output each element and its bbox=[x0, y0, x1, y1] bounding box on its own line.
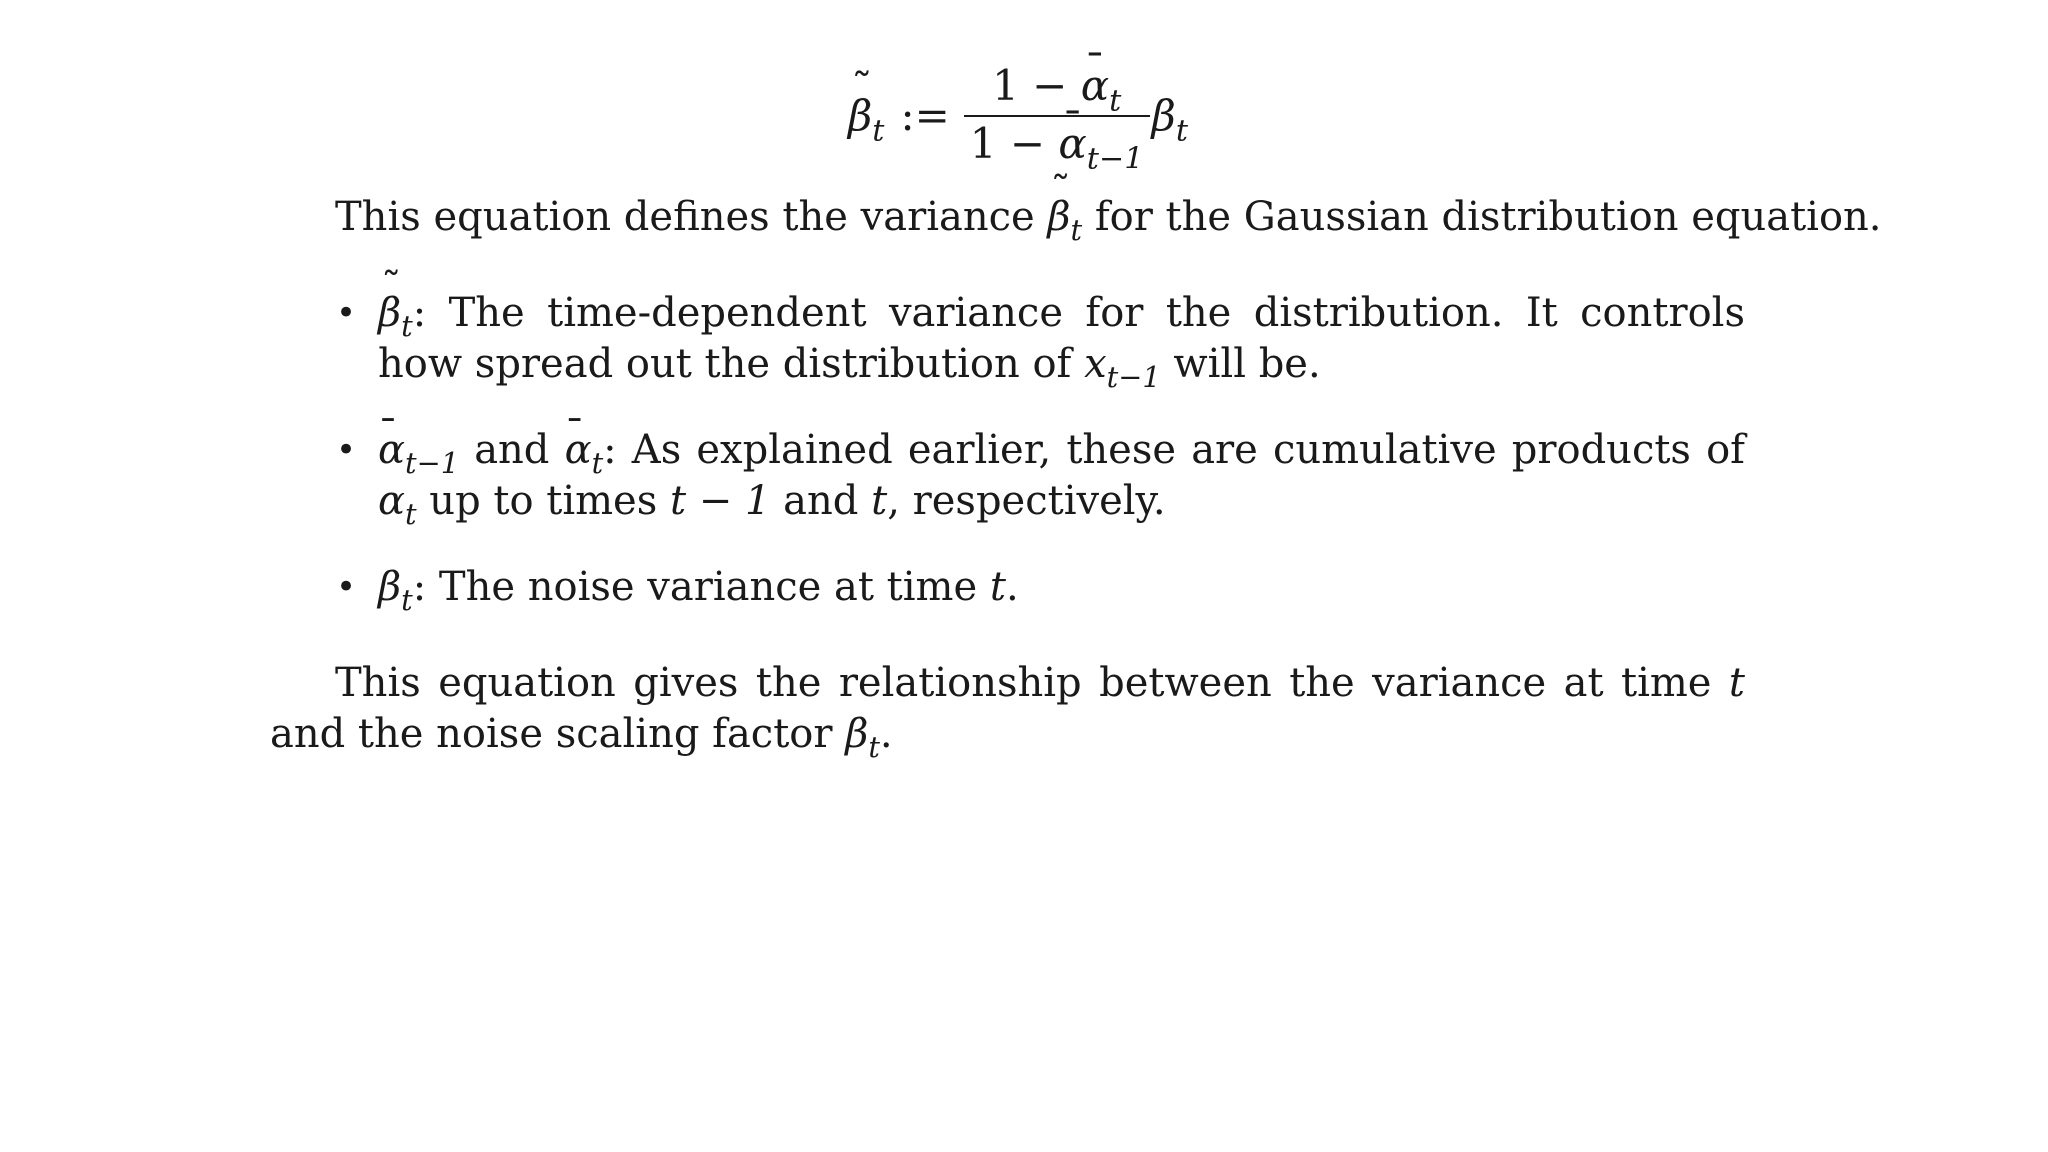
numerator-minus: − bbox=[1018, 60, 1081, 110]
item-text: , respectively. bbox=[887, 478, 1166, 524]
assign-operator: := bbox=[900, 90, 950, 140]
subscript: t−1 bbox=[1086, 141, 1144, 177]
beta-symbol: β bbox=[378, 564, 402, 610]
alpha-symbol: α bbox=[378, 478, 406, 524]
intro-text: for the Gaussian distribution equation. bbox=[1082, 194, 1882, 240]
equation-lhs bbox=[848, 90, 885, 149]
item-text: : The noise variance at time bbox=[412, 564, 990, 610]
subscript: t−1 bbox=[1106, 360, 1161, 395]
denominator-minus: − bbox=[996, 119, 1059, 168]
denominator-one: 1 bbox=[969, 119, 997, 168]
item-text: : As explained earlier, these are cumulative products of bbox=[603, 427, 1745, 473]
subscript: t bbox=[401, 309, 413, 344]
t-variable: t bbox=[989, 564, 1006, 610]
alpha-bar-symbol: ¯ α bbox=[1058, 121, 1086, 167]
subscript: t bbox=[1175, 113, 1188, 149]
subscript: t bbox=[591, 446, 604, 481]
fraction bbox=[964, 60, 1150, 177]
numerator-one: 1 bbox=[992, 60, 1019, 110]
fraction-denominator bbox=[964, 119, 1150, 177]
beta-symbol: β bbox=[845, 711, 869, 757]
x-variable: x bbox=[1084, 341, 1107, 387]
beta-tilde-symbol: ˜ β bbox=[1047, 192, 1070, 243]
subscript: t bbox=[868, 730, 880, 765]
subscript: t bbox=[1070, 213, 1083, 248]
fraction-numerator bbox=[986, 60, 1127, 119]
alpha-bar-symbol: ¯ α bbox=[565, 425, 592, 476]
beta-tilde-symbol: ˜ β bbox=[848, 91, 872, 140]
equation-rhs bbox=[1151, 90, 1188, 149]
subscript: t bbox=[1109, 83, 1122, 119]
bullet-marker: • bbox=[336, 567, 357, 607]
outro-text: and the noise scaling factor bbox=[270, 711, 846, 757]
math-expression: t − 1 bbox=[669, 478, 771, 524]
beta-tilde-symbol: ˜ β bbox=[378, 288, 401, 339]
subscript: t bbox=[872, 113, 885, 149]
beta-symbol: β bbox=[1151, 90, 1176, 140]
list-item-alpha-bar bbox=[330, 425, 1745, 532]
item-text: will be. bbox=[1160, 341, 1321, 387]
intro-text: This equation defines the variance bbox=[335, 194, 1048, 240]
t-variable: t bbox=[1728, 660, 1745, 706]
outro-text: This equation gives the relationship between the variance at time bbox=[335, 660, 1729, 706]
intro-paragraph bbox=[335, 192, 1882, 248]
definitions-list bbox=[330, 288, 1745, 648]
item-text: up to times bbox=[416, 478, 670, 524]
item-text: and bbox=[770, 478, 872, 524]
subscript: t bbox=[405, 497, 417, 532]
item-text: . bbox=[1005, 564, 1019, 610]
bullet-marker: • bbox=[336, 430, 357, 470]
alpha-bar-symbol: ¯ α bbox=[378, 425, 405, 476]
bullet-marker: • bbox=[336, 293, 357, 333]
list-item-beta bbox=[330, 562, 1745, 618]
closing-paragraph bbox=[270, 658, 1745, 765]
outro-text: . bbox=[879, 711, 893, 757]
subscript: t bbox=[401, 583, 413, 618]
t-variable: t bbox=[871, 478, 888, 524]
variance-equation bbox=[848, 55, 1188, 175]
item-text: and bbox=[459, 427, 565, 473]
subscript: t−1 bbox=[405, 446, 460, 481]
alpha-bar-symbol: ¯ α bbox=[1081, 63, 1109, 109]
fraction-rule bbox=[964, 115, 1150, 117]
list-item-beta-tilde bbox=[330, 288, 1745, 395]
item-text: : The time-dependent variance for the distribution. It controls how spread out the distribution of bbox=[378, 290, 1745, 387]
